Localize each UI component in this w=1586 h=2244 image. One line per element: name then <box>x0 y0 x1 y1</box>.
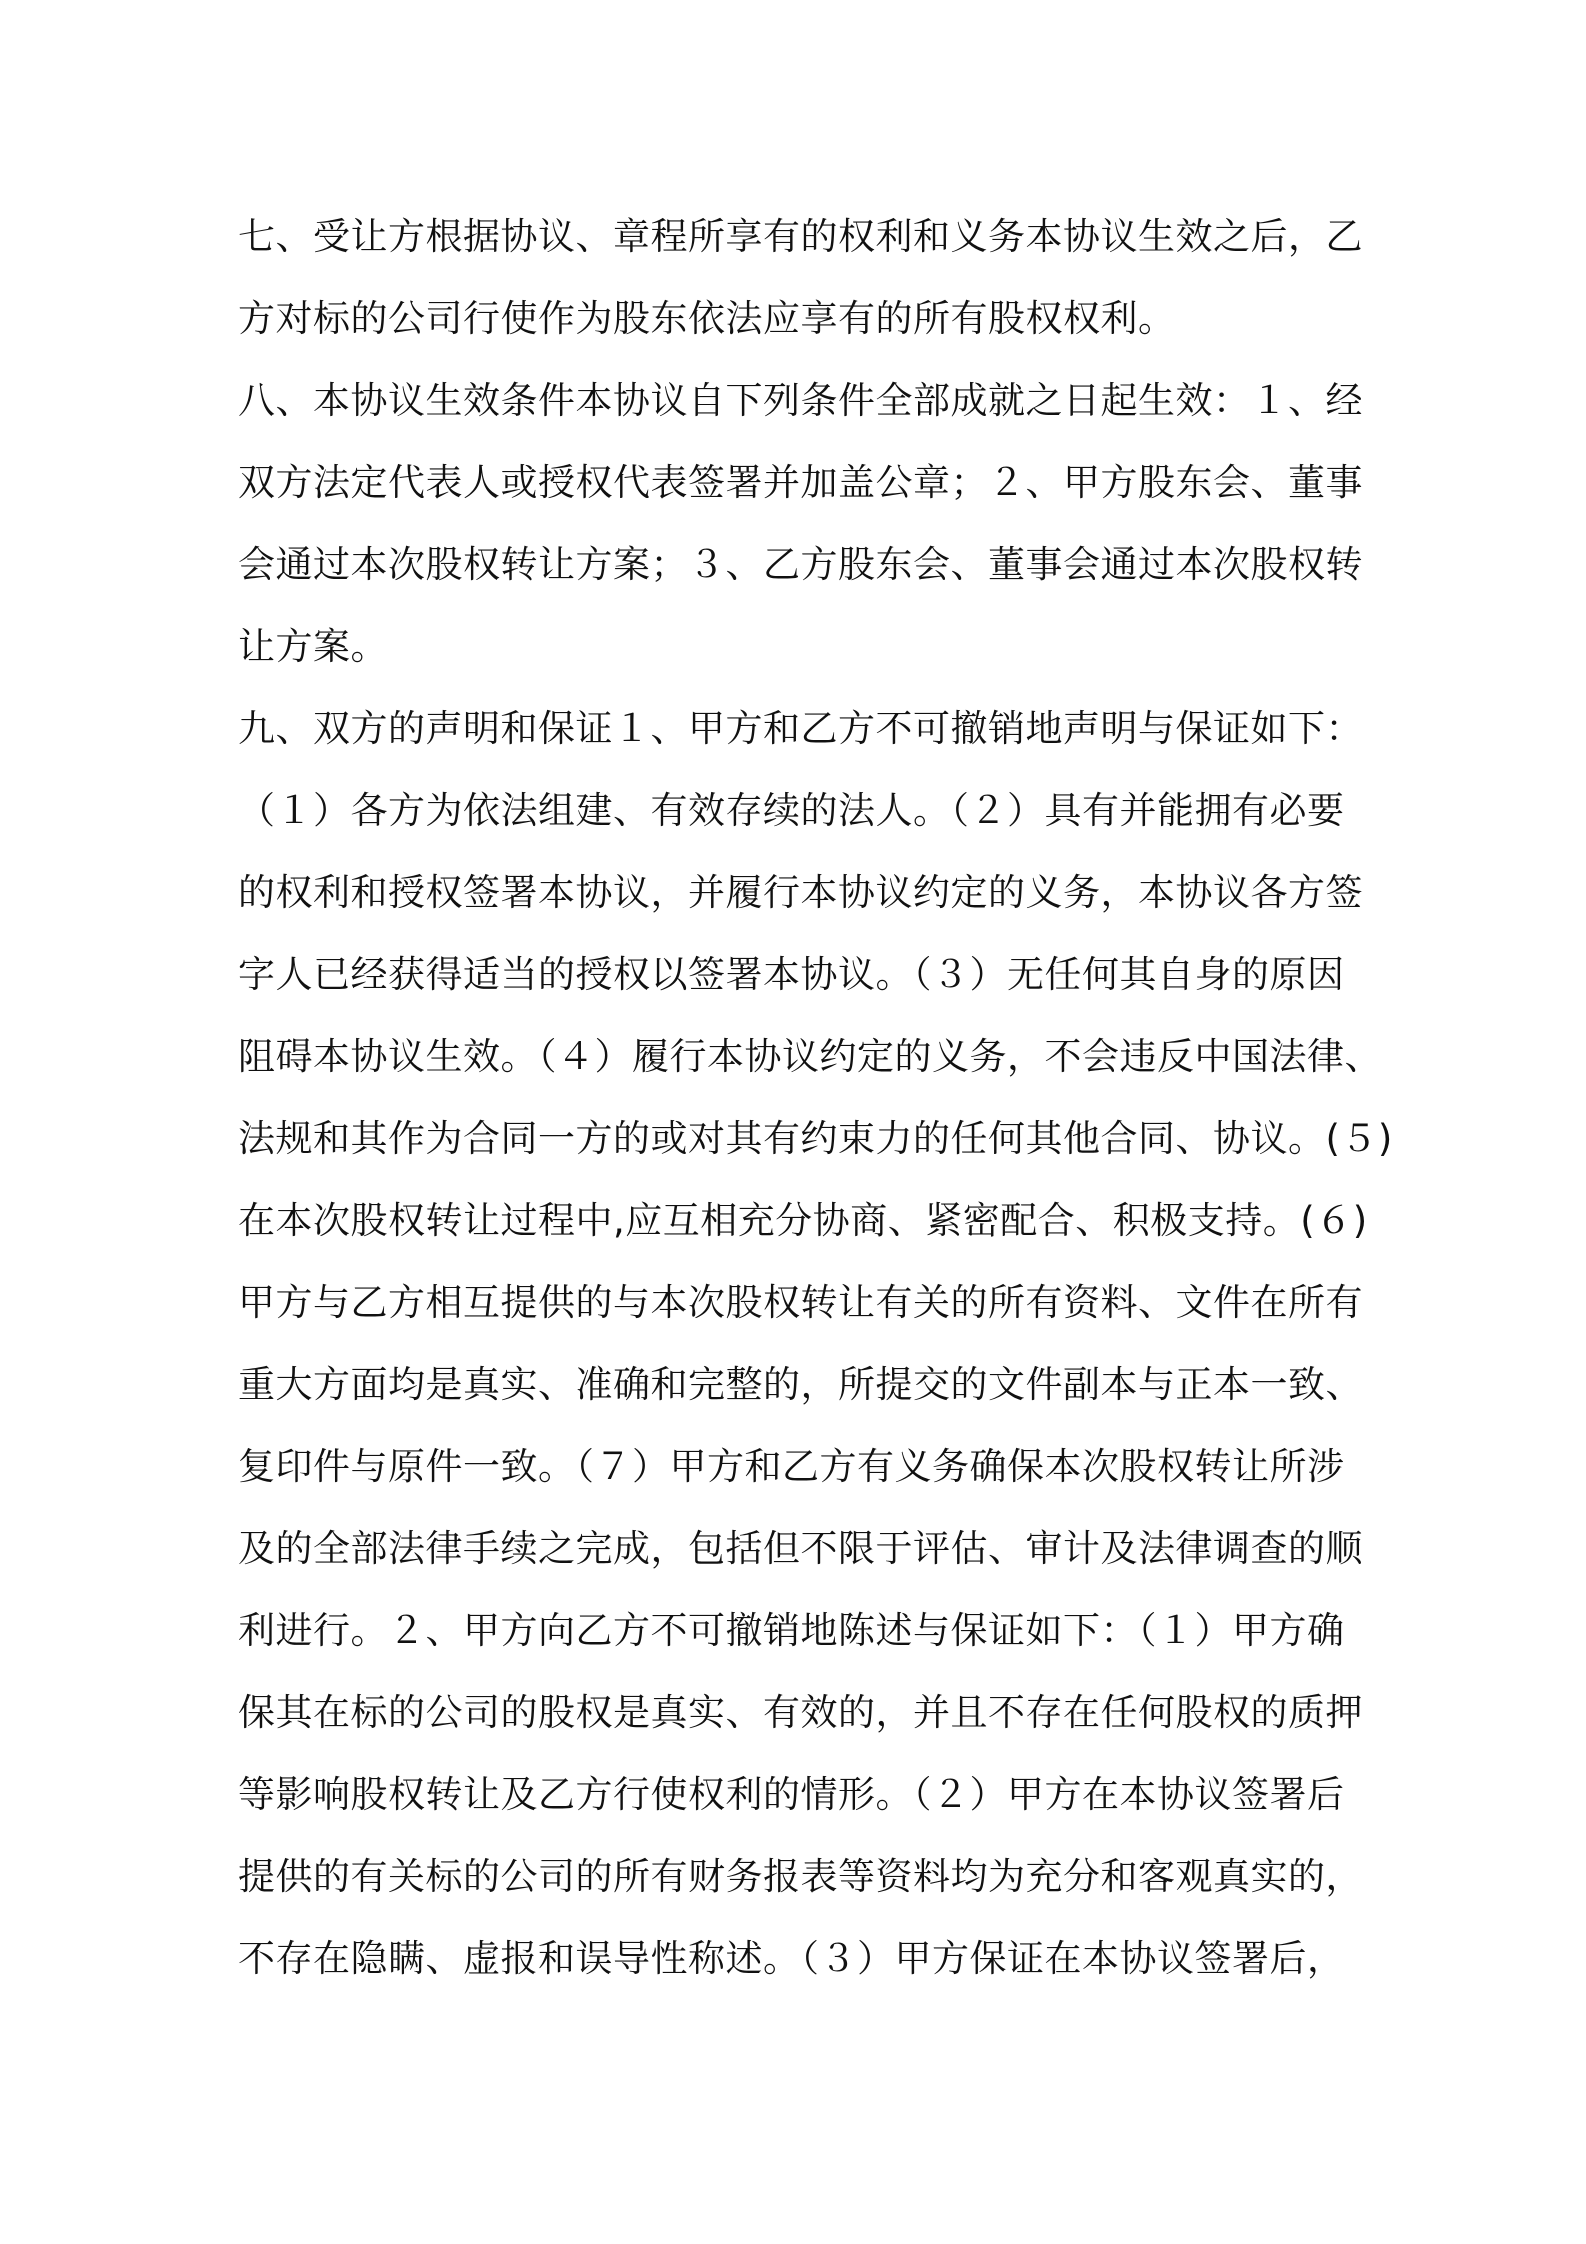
text-line: 的权利和授权签署本协议，并履行本协议约定的义务，本协议各方签 <box>238 871 1363 914</box>
text-line: 七、受让方根据协议、章程所享有的权利和义务本协议生效之后，乙 <box>238 215 1363 258</box>
text-line: 双方法定代表人或授权代表签署并加盖公章；２、甲方股东会、董事 <box>238 461 1363 504</box>
text-line: 会通过本次股权转让方案；３、乙方股东会、董事会通过本次股权转 <box>238 543 1363 586</box>
text-line: 方对标的公司行使作为股东依法应享有的所有股权权利。 <box>238 297 1176 340</box>
text-line: 九、双方的声明和保证１、甲方和乙方不可撤销地声明与保证如下： <box>238 707 1363 750</box>
text-line: 重大方面均是真实、准确和完整的，所提交的文件副本与正本一致、 <box>238 1363 1363 1406</box>
text-line: 保其在标的公司的股权是真实、有效的，并且不存在任何股权的质押 <box>238 1691 1363 1734</box>
text-line: 让方案。 <box>238 625 388 668</box>
text-line: 阻碍本协议生效。（４）履行本协议约定的义务，不会违反中国法律、 <box>238 1035 1382 1078</box>
text-line: 利进行。２、甲方向乙方不可撤销地陈述与保证如下：（１）甲方确 <box>238 1609 1345 1652</box>
text-line: 等影响股权转让及乙方行使权利的情形。（２）甲方在本协议签署后 <box>238 1773 1345 1816</box>
text-line: 不存在隐瞒、虚报和误导性称述。（３）甲方保证在本协议签署后， <box>238 1937 1345 1980</box>
text-line: 提供的有关标的公司的所有财务报表等资料均为充分和客观真实的， <box>238 1855 1363 1898</box>
text-line: 甲方与乙方相互提供的与本次股权转让有关的所有资料、文件在所有 <box>238 1281 1363 1324</box>
text-line: 八、本协议生效条件本协议自下列条件全部成就之日起生效：１、经 <box>238 379 1363 422</box>
text-line: 在本次股权转让过程中,应互相充分协商、紧密配合、积极支持。(６) <box>238 1199 1368 1242</box>
text-line: 及的全部法律手续之完成，包括但不限于评估、审计及法律调查的顺 <box>238 1527 1363 1570</box>
document-body <box>238 196 1393 2000</box>
text-line: （１）各方为依法组建、有效存续的法人。（２）具有并能拥有必要 <box>238 789 1345 832</box>
text-line: 法规和其作为合同一方的或对其有约束力的任何其他合同、协议。(５) <box>238 1117 1393 1160</box>
text-line: 字人已经获得适当的授权以签署本协议。（３）无任何其自身的原因 <box>238 953 1345 996</box>
text-line: 复印件与原件一致。（７）甲方和乙方有义务确保本次股权转让所涉 <box>238 1445 1345 1488</box>
